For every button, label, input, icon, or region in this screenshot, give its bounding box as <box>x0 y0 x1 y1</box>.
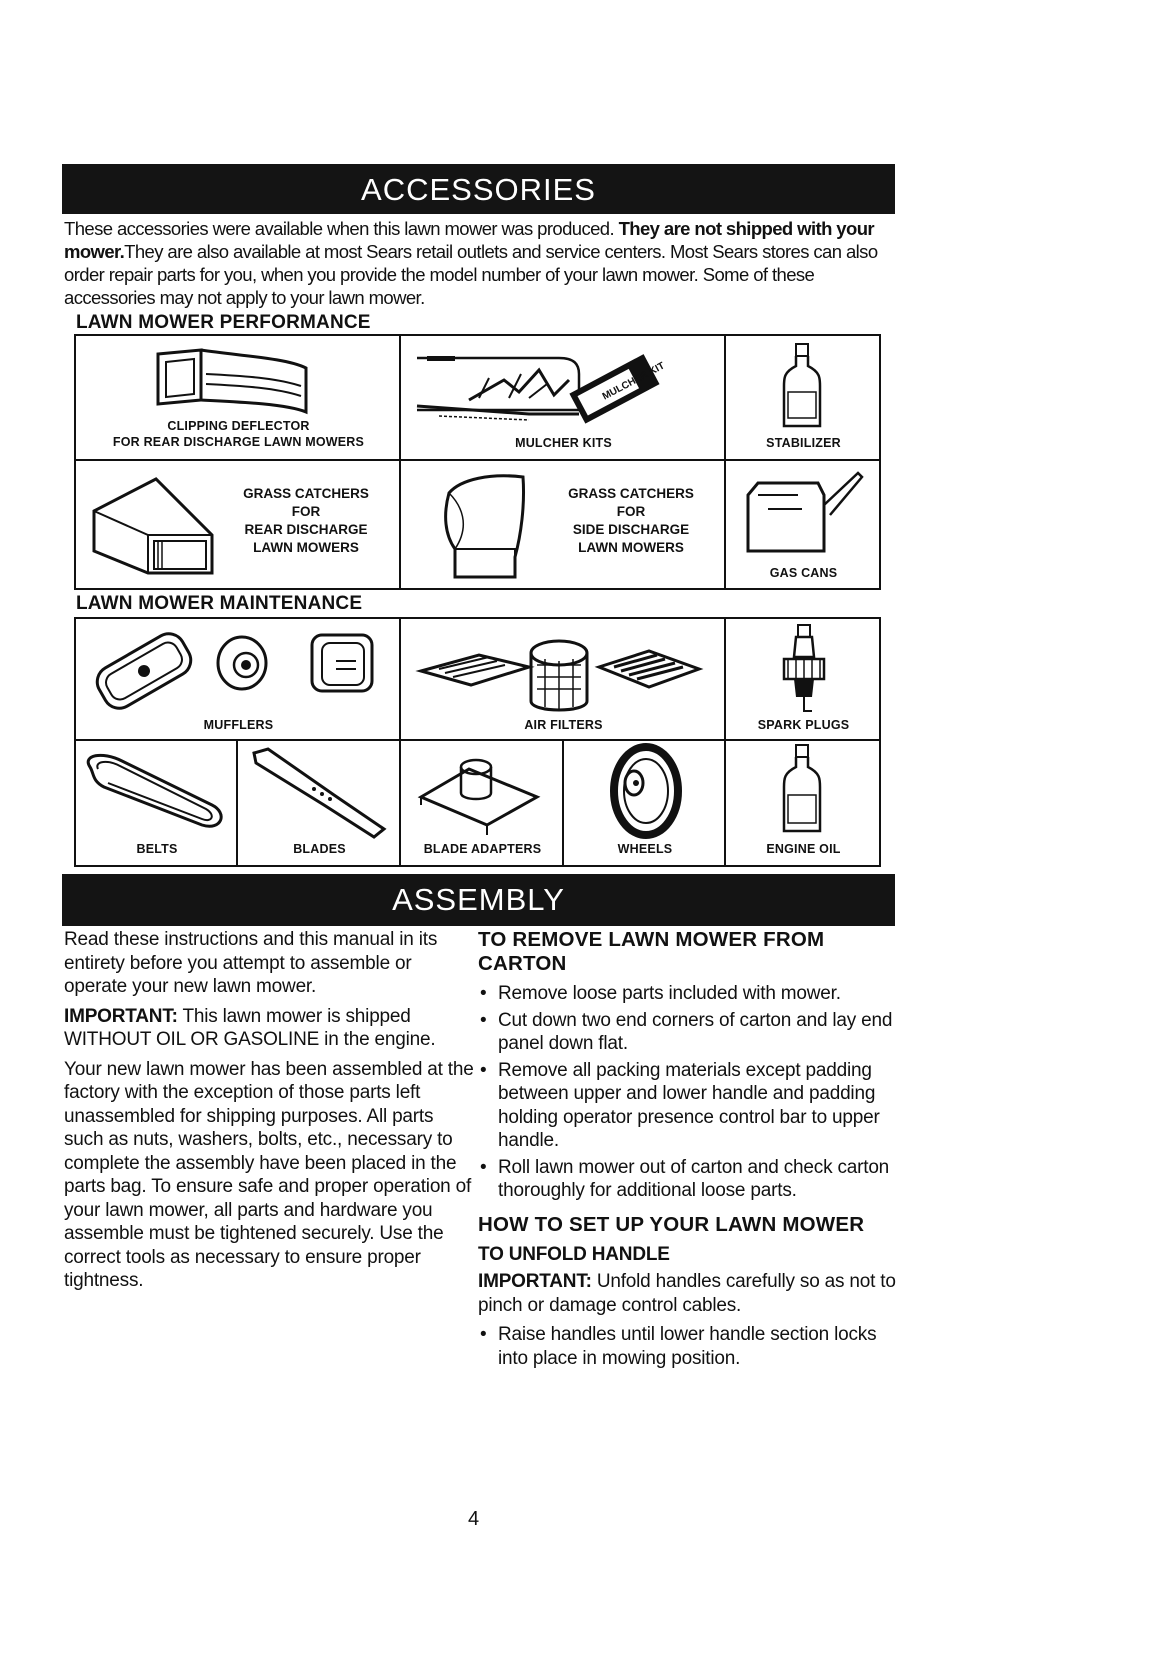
accessories-banner <box>62 164 895 214</box>
air-filter-icon <box>409 623 719 723</box>
assembly-title: ASSEMBLY <box>392 882 565 917</box>
remove-step-text: Cut down two end corners of carton and lay end panel down flat. <box>498 1009 893 1054</box>
important-shipping-text: This lawn mower is shipped WITHOUT OIL OR GASOLINE in the engine. <box>64 1005 436 1050</box>
mulcher-kits-cell <box>401 336 726 461</box>
mulcher-kit-icon <box>409 340 719 430</box>
wheel-icon <box>586 743 706 843</box>
spark-plug-icon <box>774 621 834 717</box>
blade-adapters-label: BLADE ADAPTERS <box>423 842 542 856</box>
remove-step-text: Remove loose parts included with mower. <box>498 983 841 1004</box>
remove-from-carton-heading: TO REMOVE LAWN MOWER FROM CARTON <box>478 928 825 975</box>
remove-step-text: Roll lawn mower out of carton and check carton thoroughly for additional loose parts. <box>498 1156 890 1201</box>
unfold-handle-heading: TO UNFOLD HANDLE <box>478 1243 670 1265</box>
bullet: • <box>480 1156 487 1178</box>
engine-oil-bottle-icon <box>774 743 834 839</box>
rear-catchers-line-4: LAWN MOWERS <box>253 540 359 555</box>
assembly-exception-paragraph: Your new lawn mower has been assembled at the factory with the exception of those parts left unassembled for shipping purposes. All parts such as nuts, washers, bolts, etc., necessary to complete the assembly have been placed in the parts bag. To ensure safe and proper operation of your lawn mower, all parts and hardware you assemble must be tightened securely. Use the correct tools as necessary to ensure proper tightness. <box>64 1058 474 1291</box>
gas-cans-label: GAS CANS <box>769 566 838 580</box>
side-catchers-line-2: FOR <box>616 504 646 519</box>
intro-text-end: They are also available at most Sears retail outlets and service centers. Most Sears stores can also order repair parts for you, when you provide the model number of your lawn mower. Some of these accessories may not apply to your lawn mower. <box>64 241 878 308</box>
air-filters-label: AIR FILTERS <box>524 718 603 732</box>
unfold-step-text: Raise handles until lower handle section locks into place in mowing position. <box>498 1324 877 1369</box>
rear-grass-catcher-icon <box>84 471 224 581</box>
clipping-deflector-cell <box>76 336 401 461</box>
unfold-important-paragraph <box>478 1270 898 1317</box>
muffler-icon <box>84 623 394 723</box>
read-instructions-paragraph: Read these instructions and this manual in its entirety before you attempt to assemble or operate your new lawn mower. <box>64 929 438 997</box>
remove-step <box>478 1059 898 1153</box>
unfold-step <box>478 1323 898 1370</box>
unfold-important-label: IMPORTANT: <box>478 1271 592 1292</box>
setup-heading: HOW TO SET UP YOUR LAWN MOWER <box>478 1212 865 1236</box>
engine-oil-label: ENGINE OIL <box>766 842 841 856</box>
side-catchers-line-4: LAWN MOWERS <box>578 540 684 555</box>
remove-step <box>478 982 898 1006</box>
intro-bold-notice: They are not shipped with your mower. <box>64 218 874 262</box>
blade-adapters-cell <box>401 741 564 865</box>
blades-label: BLADES <box>293 842 346 856</box>
important-shipping-paragraph <box>64 1005 474 1052</box>
rear-catchers-line-2: FOR <box>291 504 321 519</box>
side-catchers-caption <box>541 485 721 557</box>
gas-cans-cell <box>726 461 881 588</box>
mulcher-kits-label: MULCHER KITS <box>515 436 612 450</box>
side-grass-catcher-icon <box>431 465 541 585</box>
side-grass-catchers-cell <box>401 461 726 588</box>
gas-can-icon <box>738 465 868 561</box>
page-number: 4 <box>468 1508 480 1530</box>
maintenance-grid <box>74 617 881 867</box>
side-catchers-line-3: SIDE DISCHARGE <box>572 522 690 537</box>
blade-icon <box>244 745 394 841</box>
unfold-important-text: Unfold handles carefully so as not to pinch or damage control cables. <box>478 1271 896 1316</box>
remove-step <box>478 1009 898 1056</box>
rear-catchers-line-1: GRASS CATCHERS <box>243 486 369 501</box>
rear-catchers-caption <box>216 485 396 557</box>
blades-cell <box>238 741 401 865</box>
bullet: • <box>480 983 487 1004</box>
belts-cell <box>76 741 238 865</box>
rear-catchers-line-3: REAR DISCHARGE <box>244 522 368 537</box>
belts-label: BELTS <box>136 842 178 856</box>
important-label: IMPORTANT: <box>64 1005 178 1027</box>
accessories-title: ACCESSORIES <box>361 172 596 207</box>
belt-icon <box>82 747 232 837</box>
engine-oil-cell <box>726 741 881 865</box>
assembly-banner <box>62 874 895 926</box>
intro-text-start: These accessories were available when this lawn mower was produced. <box>64 218 619 239</box>
performance-grid <box>74 334 881 590</box>
clipping-deflector-sublabel: FOR REAR DISCHARGE LAWN MOWERS <box>112 435 365 449</box>
stabilizer-bottle-icon <box>774 342 834 432</box>
side-catchers-line-1: GRASS CATCHERS <box>568 486 694 501</box>
remove-step-text: Remove all packing materials except padding between upper and lower handle and padding holding operator presence control bar to upper handle. <box>498 1059 880 1151</box>
wheels-cell <box>564 741 726 865</box>
spark-plugs-cell <box>726 619 881 741</box>
mulcher-box-text: MULCHER KIT <box>600 360 667 403</box>
accessories-intro <box>64 217 896 309</box>
stabilizer-cell <box>726 336 881 461</box>
assembly-left-column <box>64 928 474 1299</box>
air-filters-cell <box>401 619 726 741</box>
bullet: • <box>480 1324 487 1345</box>
clipping-deflector-icon <box>146 342 346 422</box>
wheels-label: WHEELS <box>617 842 673 856</box>
rear-grass-catchers-cell <box>76 461 401 588</box>
assembly-right-column <box>478 928 898 1373</box>
maintenance-heading: LAWN MOWER MAINTENANCE <box>76 593 363 614</box>
stabilizer-label: STABILIZER <box>766 436 841 450</box>
remove-step <box>478 1156 898 1203</box>
bullet: • <box>480 1059 487 1081</box>
mufflers-cell <box>76 619 401 741</box>
spark-plugs-label: SPARK PLUGS <box>757 718 850 732</box>
mufflers-label: MUFFLERS <box>203 718 274 732</box>
clipping-deflector-label: CLIPPING DEFLECTOR <box>167 419 310 433</box>
bullet: • <box>480 1009 487 1031</box>
performance-heading: LAWN MOWER PERFORMANCE <box>76 312 371 333</box>
blade-adapter-icon <box>407 745 557 841</box>
